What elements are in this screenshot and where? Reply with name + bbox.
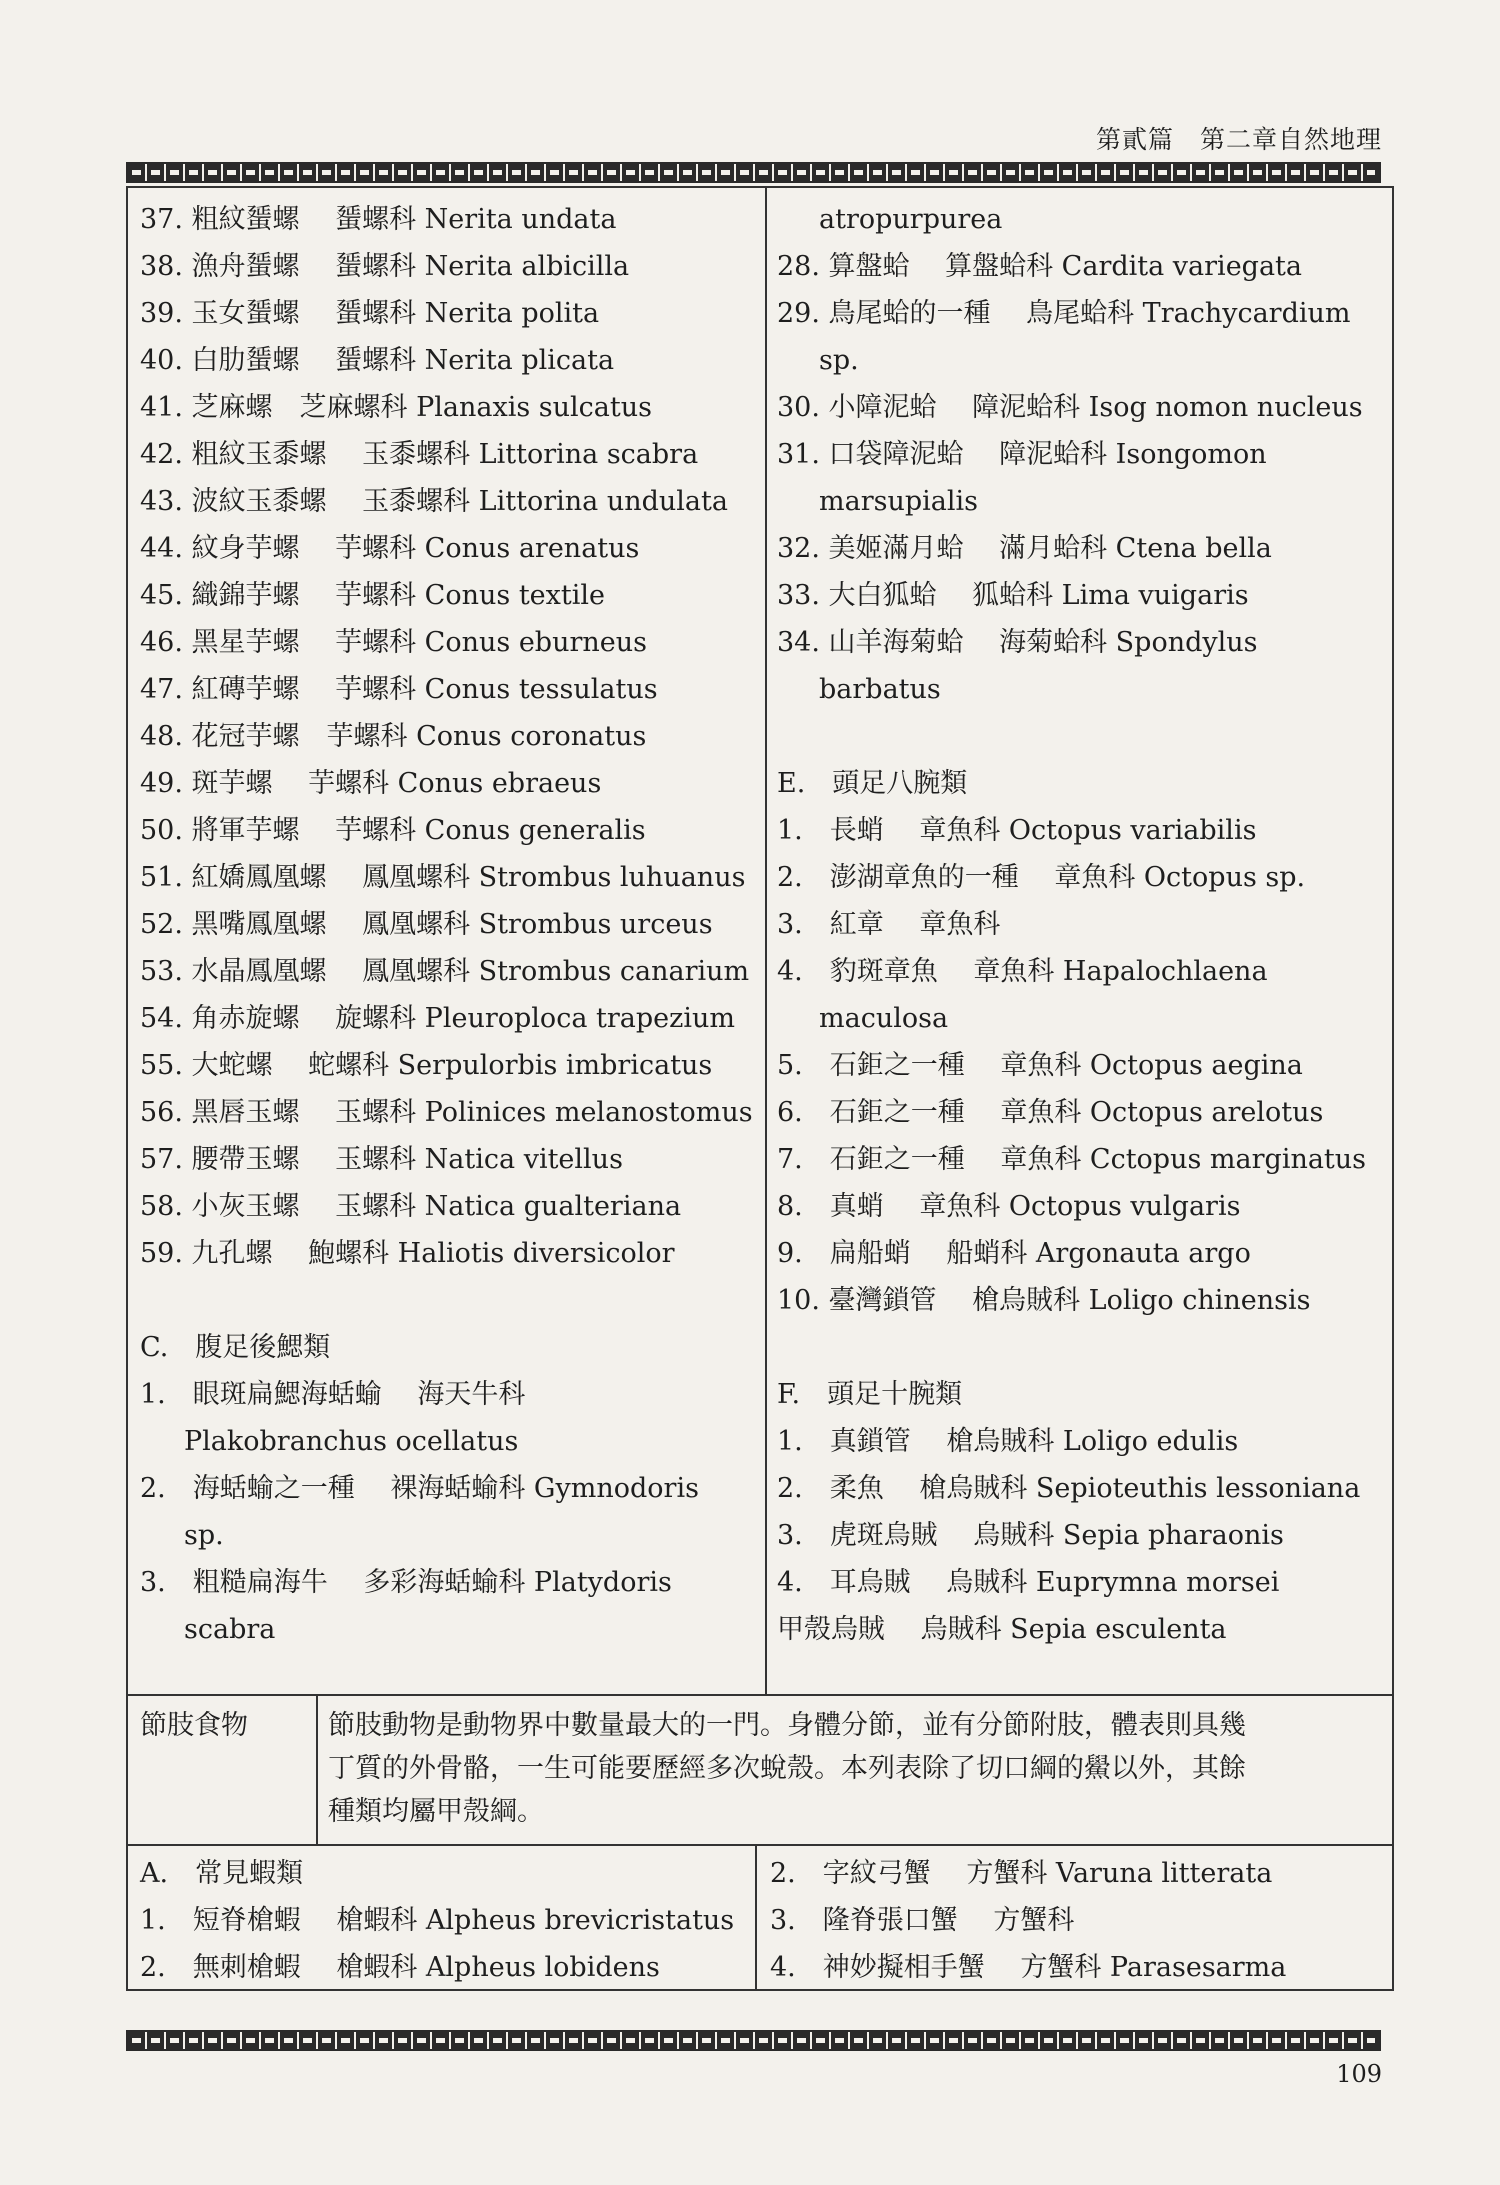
- description-line: 種類均屬甲殼綱。: [328, 1796, 544, 1827]
- list-item: 2. 無刺槍蝦 槍蝦科 Alpheus lobidens: [140, 1952, 660, 1983]
- section-heading: A. 常見蝦類: [140, 1858, 304, 1889]
- list-item-continuation: marsupialis: [819, 486, 978, 517]
- arthropod-label: 節肢食物: [140, 1710, 248, 1741]
- column-divider: [755, 1844, 757, 1991]
- list-item: 40. 白肋蜑螺 蜑螺科 Nerita plicata: [140, 345, 615, 376]
- list-item: 37. 粗紋蜑螺 蜑螺科 Nerita undata: [140, 204, 617, 235]
- arthropod-description: [328, 1704, 1384, 1833]
- list-item: 4. 神妙擬相手蟹 方蟹科 Parasesarma: [770, 1952, 1287, 1983]
- list-item: 57. 腰帶玉螺 玉螺科 Natica vitellus: [140, 1144, 623, 1175]
- list-item: 54. 角赤旋螺 旋螺科 Pleuroploca trapezium: [140, 1003, 735, 1034]
- list-item-continuation: Plakobranchus ocellatus: [184, 1426, 519, 1457]
- list-item: 39. 玉女蜑螺 蜑螺科 Nerita polita: [140, 298, 600, 329]
- list-item: 8. 真蛸 章魚科 Octopus vulgaris: [777, 1191, 1241, 1222]
- list-item: 4. 豹斑章魚 章魚科 Hapalochlaena: [777, 956, 1268, 987]
- left-column: [140, 196, 753, 1653]
- list-item: 5. 石鉅之一種 章魚科 Octopus aegina: [777, 1050, 1303, 1081]
- list-item: 29. 鳥尾蛤的一種 鳥尾蛤科 Trachycardium: [777, 298, 1351, 329]
- list-item: 56. 黑唇玉螺 玉螺科 Polinices melanostomus: [140, 1097, 753, 1128]
- list-item: 41. 芝麻螺 芝麻螺科 Planaxis sulcatus: [140, 392, 652, 423]
- list-item-continuation: atropurpurea: [819, 204, 1003, 235]
- list-item: 2. 澎湖章魚的一種 章魚科 Octopus sp.: [777, 862, 1306, 893]
- list-item: 48. 花冠芋螺 芋螺科 Conus coronatus: [140, 721, 647, 752]
- list-item: 49. 斑芋螺 芋螺科 Conus ebraeus: [140, 768, 602, 799]
- column-divider: [765, 186, 767, 1694]
- greek-key-border-bottom: [126, 2030, 1381, 2051]
- list-item: 9. 扁船蛸 船蛸科 Argonauta argo: [777, 1238, 1251, 1269]
- list-item: 32. 美姬滿月蛤 滿月蛤科 Ctena bella: [777, 533, 1272, 564]
- list-item: 46. 黑星芋螺 芋螺科 Conus eburneus: [140, 627, 647, 658]
- list-item: 1. 真鎖管 槍烏賊科 Loligo edulis: [777, 1426, 1239, 1457]
- list-item: 43. 波紋玉黍螺 玉黍螺科 Littorina undulata: [140, 486, 728, 517]
- list-item: 3. 隆脊張口蟹 方蟹科: [770, 1905, 1075, 1936]
- list-item: 52. 黑嘴鳳凰螺 鳳凰螺科 Strombus urceus: [140, 909, 713, 940]
- bottom-left-cell: [140, 1850, 734, 1991]
- right-column: [777, 196, 1366, 1653]
- page-number: 109: [1336, 2060, 1382, 2088]
- list-item: 50. 將軍芋螺 芋螺科 Conus generalis: [140, 815, 646, 846]
- list-item: 2. 字紋弓蟹 方蟹科 Varuna litterata: [770, 1858, 1273, 1889]
- list-item: 58. 小灰玉螺 玉螺科 Natica gualteriana: [140, 1191, 682, 1222]
- greek-key-border-top: [126, 162, 1381, 183]
- row-divider: [126, 1844, 1394, 1846]
- list-item: 47. 紅磚芋螺 芋螺科 Conus tessulatus: [140, 674, 658, 705]
- list-item: 3. 虎斑烏賊 烏賊科 Sepia pharaonis: [777, 1520, 1284, 1551]
- list-item: 3. 紅章 章魚科: [777, 909, 1001, 940]
- list-item-continuation: sp.: [819, 345, 859, 376]
- list-item: 34. 山羊海菊蛤 海菊蛤科 Spondylus: [777, 627, 1258, 658]
- list-item: 53. 水晶鳳凰螺 鳳凰螺科 Strombus canarium: [140, 956, 750, 987]
- list-item-continuation: scabra: [184, 1614, 276, 1645]
- list-item: 59. 九孔螺 鮑螺科 Haliotis diversicolor: [140, 1238, 675, 1269]
- list-item: 3. 粗糙扁海牛 多彩海蛞蝓科 Platydoris: [140, 1567, 672, 1598]
- list-item: 44. 紋身芋螺 芋螺科 Conus arenatus: [140, 533, 640, 564]
- list-item: 1. 長蛸 章魚科 Octopus variabilis: [777, 815, 1257, 846]
- list-item: 38. 漁舟蜑螺 蜑螺科 Nerita albicilla: [140, 251, 630, 282]
- list-item: 1. 眼斑扁鰓海蛞蝓 海天牛科: [140, 1379, 526, 1410]
- bottom-right-cell: [770, 1850, 1286, 1991]
- section-heading: E. 頭足八腕類: [777, 768, 968, 799]
- description-line: 丁質的外骨骼，一生可能要歷經多次蛻殼。本列表除了切口綱的鱟以外，其餘: [328, 1753, 1246, 1784]
- list-item: 2. 柔魚 槍烏賊科 Sepioteuthis lessoniana: [777, 1473, 1361, 1504]
- list-item: 51. 紅嬌鳳凰螺 鳳凰螺科 Strombus luhuanus: [140, 862, 746, 893]
- list-item: 10. 臺灣鎖管 槍烏賊科 Loligo chinensis: [777, 1285, 1311, 1316]
- page-header: 第貳篇 第二章自然地理: [1095, 125, 1382, 154]
- list-item: 4. 耳烏賊 烏賊科 Euprymna morsei: [777, 1567, 1280, 1598]
- list-item: 2. 海蛞蝓之一種 裸海蛞蝓科 Gymnodoris: [140, 1473, 699, 1504]
- description-line: 節肢動物是動物界中數量最大的一門。身體分節，並有分節附肢，體表則具幾: [328, 1710, 1246, 1741]
- list-item: 31. 口袋障泥蛤 障泥蛤科 Isongomon: [777, 439, 1267, 470]
- label-divider: [316, 1694, 318, 1844]
- list-item-continuation: barbatus: [819, 674, 941, 705]
- section-heading: F. 頭足十腕類: [777, 1379, 963, 1410]
- list-item: 33. 大白狐蛤 狐蛤科 Lima vuigaris: [777, 580, 1249, 611]
- list-item: 42. 粗紋玉黍螺 玉黍螺科 Littorina scabra: [140, 439, 699, 470]
- list-item: 7. 石鉅之一種 章魚科 Cctopus marginatus: [777, 1144, 1367, 1175]
- list-item: 28. 算盤蛤 算盤蛤科 Cardita variegata: [777, 251, 1302, 282]
- section-heading: C. 腹足後鰓類: [140, 1332, 331, 1363]
- list-item-continuation: maculosa: [819, 1003, 949, 1034]
- list-item: 55. 大蛇螺 蛇螺科 Serpulorbis imbricatus: [140, 1050, 713, 1081]
- list-item: 甲殼烏賊 烏賊科 Sepia esculenta: [777, 1614, 1227, 1645]
- list-item: 6. 石鉅之一種 章魚科 Octopus arelotus: [777, 1097, 1324, 1128]
- list-item: 1. 短脊槍蝦 槍蝦科 Alpheus brevicristatus: [140, 1905, 735, 1936]
- list-item: 30. 小障泥蛤 障泥蛤科 Isog nomon nucleus: [777, 392, 1363, 423]
- list-item: 45. 織錦芋螺 芋螺科 Conus textile: [140, 580, 605, 611]
- list-item-continuation: sp.: [184, 1520, 224, 1551]
